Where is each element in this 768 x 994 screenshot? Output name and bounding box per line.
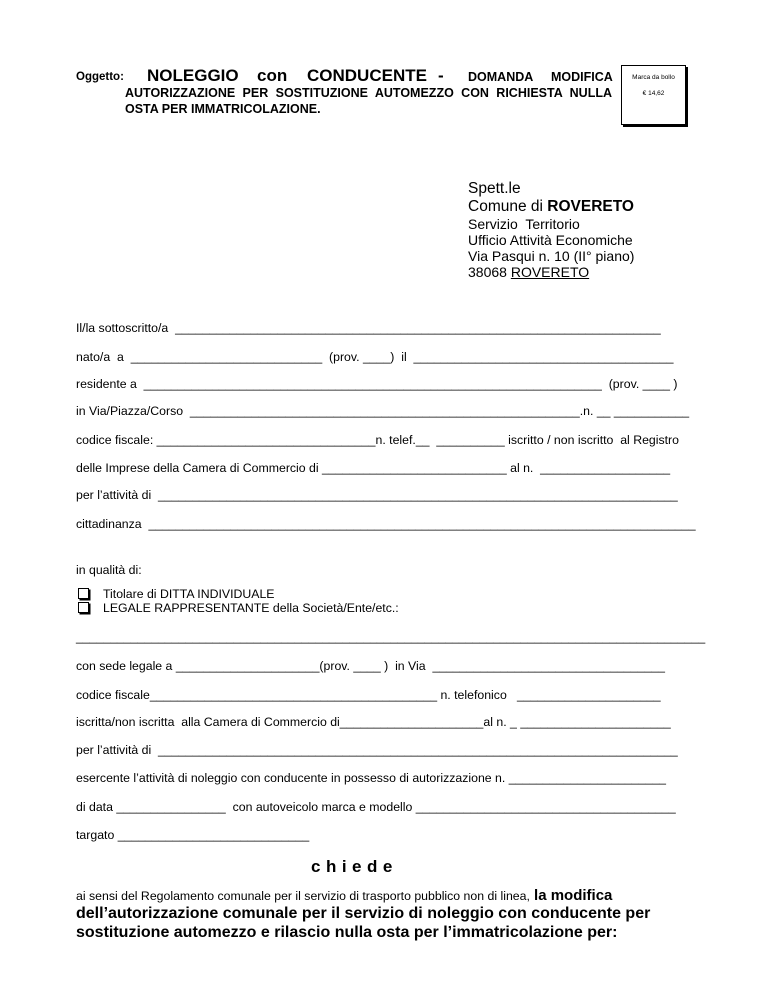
stamp-label: Marca da bollo: [632, 74, 675, 81]
field-residente[interactable]: residente a ___________________________________________________________________ (prov. ____ ): [76, 377, 678, 391]
recipient-comune: [468, 198, 634, 216]
option-titolare-label: Titolare di DITTA INDIVIDUALE: [103, 587, 275, 601]
field-via[interactable]: in Via/Piazza/Corso _________________________________________________________.n. __ ___________: [76, 404, 690, 418]
field-autorizzazione[interactable]: esercente l’attività di noleggio con conducente in possesso di autorizzazione n. _______________________: [76, 771, 667, 785]
field-codice-fiscale[interactable]: codice fiscale: ________________________________n. telef.__ __________ iscritto / non iscritto al Registro: [76, 433, 679, 447]
heading-line-3: OSTA PER IMMATRICOLAZIONE.: [125, 102, 321, 116]
field-attivita-societa[interactable]: per l’attività di ____________________________________________________________________________: [76, 743, 678, 757]
heading-line-2: AUTORIZZAZIONE PER SOSTITUZIONE AUTOMEZZO CON RICHIESTA NULLA: [125, 86, 612, 100]
field-attivita[interactable]: per l’attività di ____________________________________________________________________________: [76, 488, 678, 502]
field-sede-legale[interactable]: con sede legale a _____________________(prov. ____ ) in Via __________________________________: [76, 659, 665, 673]
recipient-city: ROVERETO: [510, 264, 590, 280]
recipient-comune-name: ROVERETO: [547, 198, 634, 215]
recipient-servizio: Servizio Territorio: [468, 216, 580, 232]
heading-word-modifica: MODIFICA: [551, 70, 613, 84]
request-paragraph-line1: [76, 887, 612, 905]
option-titolare[interactable]: [78, 587, 275, 601]
stamp-value: € 14,62: [642, 90, 665, 97]
field-sottoscritto[interactable]: Il/la sottoscritto/a _______________________________________________________________________: [76, 321, 661, 335]
field-targato[interactable]: targato ____________________________: [76, 828, 310, 842]
field-cittadinanza[interactable]: cittadinanza ________________________________________________________________________________: [76, 517, 696, 531]
field-camera-commercio[interactable]: delle Imprese della Camera di Commercio di ___________________________ al n. ___________________: [76, 461, 671, 475]
heading-word-domanda: DOMANDA: [468, 70, 534, 84]
request-text-bold: la modifica: [529, 887, 613, 904]
request-paragraph-line2: dell’autorizzazione comunale per il servizio di noleggio con conducente per: [76, 905, 651, 922]
oggetto-label: Oggetto:: [76, 71, 124, 83]
recipient-comune-prefix: Comune di: [468, 198, 548, 215]
recipient-spett: Spett.le: [468, 180, 521, 197]
field-codice-fiscale-societa[interactable]: codice fiscale__________________________________________ n. telefonico _____________________: [76, 688, 661, 702]
heading-word-conducente: CONDUCENTE: [307, 66, 427, 85]
chiede-heading: chiede: [311, 857, 398, 876]
checkbox-titolare[interactable]: [78, 588, 89, 599]
option-legale-label: LEGALE RAPPRESENTANTE della Società/Ente/etc.:: [103, 601, 399, 615]
checkbox-legale-rappresentante[interactable]: [78, 602, 89, 613]
field-iscritta-camera[interactable]: iscritta/non iscritta alla Camera di Commercio di_____________________al n. _ ______________________: [76, 715, 671, 729]
field-data-autoveicolo[interactable]: di data ________________ con autoveicolo marca e modello ______________________________________: [76, 800, 676, 814]
label-in-qualita: in qualità di:: [76, 563, 142, 577]
field-nato-a[interactable]: nato/a a ____________________________ (prov. ____) il ______________________________________: [76, 350, 674, 364]
request-text-normal: ai sensi del Regolamento comunale per il servizio di trasporto pubblico non di linea,: [76, 889, 530, 903]
field-societa[interactable]: ____________________________________________________________________________________________: [76, 630, 706, 644]
option-legale-rappresentante[interactable]: [78, 601, 399, 615]
heading-dash: -: [438, 66, 444, 85]
request-paragraph-line3: sostituzione automezzo e rilascio nulla osta per l’immatricolazione per:: [76, 924, 618, 941]
heading-word-noleggio: NOLEGGIO: [147, 66, 239, 85]
marca-da-bollo-box: [621, 65, 686, 125]
recipient-via: Via Pasqui n. 10 (II° piano): [468, 248, 635, 264]
recipient-cap-city: [468, 264, 589, 280]
heading-word-con: con: [257, 66, 288, 85]
recipient-cap: 38068: [468, 264, 511, 280]
recipient-ufficio: Ufficio Attività Economiche: [468, 232, 633, 248]
